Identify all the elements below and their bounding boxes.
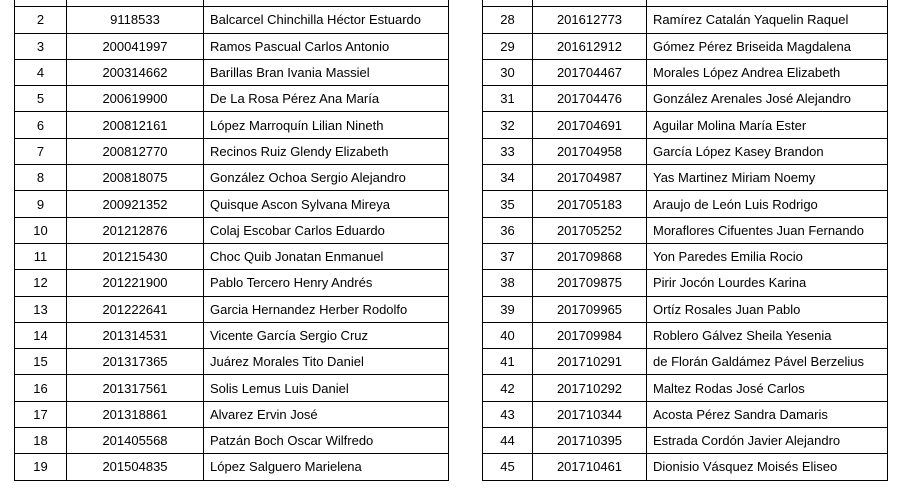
student-name-cell <box>204 0 449 7</box>
table-row <box>483 33 888 59</box>
row-number-cell: 14 <box>15 322 67 348</box>
table-row <box>483 7 888 33</box>
student-id-cell: 201709965 <box>533 296 647 322</box>
row-number-cell: 45 <box>483 454 533 480</box>
student-name-cell: Garcia Hernandez Herber Rodolfo <box>204 296 449 322</box>
row-number-cell: 35 <box>483 191 533 217</box>
table-row <box>15 401 449 427</box>
table-row <box>15 59 449 85</box>
student-name-cell: Moraflores Cifuentes Juan Fernando <box>647 217 888 243</box>
student-name-cell: Yon Paredes Emilia Rocio <box>647 243 888 269</box>
student-name-cell: López Salguero Marielena <box>204 454 449 480</box>
row-number-cell: 32 <box>483 112 533 138</box>
table-row <box>483 86 888 112</box>
student-name-cell: Morales López Andrea Elizabeth <box>647 59 888 85</box>
student-name-cell: Colaj Escobar Carlos Eduardo <box>204 217 449 243</box>
table-row <box>483 322 888 348</box>
row-number-cell: 30 <box>483 59 533 85</box>
row-number-cell <box>15 0 67 7</box>
student-name-cell: Recinos Ruiz Glendy Elizabeth <box>204 138 449 164</box>
table-row <box>15 270 449 296</box>
student-name-cell: Aguilar Molina María Ester <box>647 112 888 138</box>
table-row <box>15 243 449 269</box>
student-name-cell: Dionisio Vásquez Moisés Eliseo <box>647 454 888 480</box>
student-id-cell: 201212876 <box>67 217 204 243</box>
student-name-cell: Balcarcel Chinchilla Héctor Estuardo <box>204 7 449 33</box>
student-id-cell: 201704467 <box>533 59 647 85</box>
student-id-cell: 201704987 <box>533 165 647 191</box>
table-row <box>483 349 888 375</box>
student-name-cell <box>647 0 888 7</box>
student-id-cell: 201504835 <box>67 454 204 480</box>
student-name-cell: Alvarez Ervin José <box>204 401 449 427</box>
student-id-cell: 201405568 <box>67 428 204 454</box>
table-row <box>15 165 449 191</box>
student-name-cell: Ramos Pascual Carlos Antonio <box>204 33 449 59</box>
table-row <box>483 138 888 164</box>
table-row <box>483 191 888 217</box>
student-id-cell: 201222641 <box>67 296 204 322</box>
student-id-cell: 201705252 <box>533 217 647 243</box>
table-row <box>15 322 449 348</box>
row-number-cell: 43 <box>483 401 533 427</box>
row-number-cell: 15 <box>15 349 67 375</box>
table-row <box>15 86 449 112</box>
student-id-cell: 201317561 <box>67 375 204 401</box>
table-row <box>15 349 449 375</box>
row-number-cell: 10 <box>15 217 67 243</box>
table-row <box>483 428 888 454</box>
table-row <box>15 217 449 243</box>
student-id-cell: 200314662 <box>67 59 204 85</box>
row-number-cell: 39 <box>483 296 533 322</box>
row-number-cell: 34 <box>483 165 533 191</box>
row-number-cell: 41 <box>483 349 533 375</box>
row-number-cell: 3 <box>15 33 67 59</box>
student-table-left-body <box>15 0 449 480</box>
student-id-cell: 201709984 <box>533 322 647 348</box>
student-id-cell: 201221900 <box>67 270 204 296</box>
row-number-cell: 6 <box>15 112 67 138</box>
table-row <box>15 0 449 7</box>
student-id-cell: 201317365 <box>67 349 204 375</box>
student-id-cell: 201710461 <box>533 454 647 480</box>
row-number-cell: 19 <box>15 454 67 480</box>
table-row <box>483 270 888 296</box>
student-name-cell: Ortíz Rosales Juan Pablo <box>647 296 888 322</box>
student-id-cell: 201704691 <box>533 112 647 138</box>
row-number-cell: 13 <box>15 296 67 322</box>
student-id-cell: 201709868 <box>533 243 647 269</box>
table-row <box>483 0 888 7</box>
table-row <box>483 243 888 269</box>
row-number-cell: 33 <box>483 138 533 164</box>
student-table-right <box>482 0 888 481</box>
student-id-cell: 201704958 <box>533 138 647 164</box>
student-id-cell: 201709875 <box>533 270 647 296</box>
row-number-cell: 38 <box>483 270 533 296</box>
student-id-cell <box>533 0 647 7</box>
table-row <box>483 401 888 427</box>
row-number-cell: 7 <box>15 138 67 164</box>
student-id-cell: 201705183 <box>533 191 647 217</box>
student-name-cell: Quisque Ascon Sylvana Mireya <box>204 191 449 217</box>
student-id-cell: 201710291 <box>533 349 647 375</box>
student-table-left <box>14 0 449 481</box>
row-number-cell: 4 <box>15 59 67 85</box>
student-id-cell: 201710395 <box>533 428 647 454</box>
student-name-cell: Yas Martinez Miriam Noemy <box>647 165 888 191</box>
student-id-cell: 200812770 <box>67 138 204 164</box>
student-name-cell: Patzán Boch Oscar Wilfredo <box>204 428 449 454</box>
student-name-cell: Juárez Morales Tito Daniel <box>204 349 449 375</box>
student-id-cell: 201710344 <box>533 401 647 427</box>
table-row <box>15 191 449 217</box>
row-number-cell <box>483 0 533 7</box>
student-name-cell: Maltez Rodas José Carlos <box>647 375 888 401</box>
table-row <box>15 296 449 322</box>
student-table-right-body <box>483 0 888 480</box>
student-name-cell: De La Rosa Pérez Ana María <box>204 86 449 112</box>
student-id-cell: 201710292 <box>533 375 647 401</box>
student-name-cell: Araujo de León Luis Rodrigo <box>647 191 888 217</box>
table-row <box>483 165 888 191</box>
student-id-cell: 200041997 <box>67 33 204 59</box>
student-name-cell: Pirir Jocón Lourdes Karina <box>647 270 888 296</box>
table-row <box>483 217 888 243</box>
student-id-cell: 201215430 <box>67 243 204 269</box>
student-name-cell: de Florán Galdámez Pável Berzelius <box>647 349 888 375</box>
student-id-cell: 201612912 <box>533 33 647 59</box>
student-name-cell: Choc Quib Jonatan Enmanuel <box>204 243 449 269</box>
row-number-cell: 42 <box>483 375 533 401</box>
row-number-cell: 37 <box>483 243 533 269</box>
table-row <box>483 112 888 138</box>
student-id-cell: 200619900 <box>67 86 204 112</box>
table-row <box>15 454 449 480</box>
student-name-cell: Estrada Cordón Javier Alejandro <box>647 428 888 454</box>
row-number-cell: 44 <box>483 428 533 454</box>
table-row <box>483 375 888 401</box>
row-number-cell: 40 <box>483 322 533 348</box>
row-number-cell: 5 <box>15 86 67 112</box>
table-row <box>15 428 449 454</box>
student-id-cell: 201704476 <box>533 86 647 112</box>
student-name-cell: Roblero Gálvez Sheila Yesenia <box>647 322 888 348</box>
student-name-cell: Pablo Tercero Henry Andrés <box>204 270 449 296</box>
row-number-cell: 17 <box>15 401 67 427</box>
student-id-cell <box>67 0 204 7</box>
table-row <box>15 33 449 59</box>
table-row <box>483 296 888 322</box>
student-id-cell: 200921352 <box>67 191 204 217</box>
student-name-cell: Ramírez Catalán Yaquelin Raquel <box>647 7 888 33</box>
table-row <box>15 138 449 164</box>
student-name-cell: Gómez Pérez Briseida Magdalena <box>647 33 888 59</box>
table-row <box>483 59 888 85</box>
row-number-cell: 9 <box>15 191 67 217</box>
student-name-cell: González Ochoa Sergio Alejandro <box>204 165 449 191</box>
table-row <box>483 454 888 480</box>
row-number-cell: 28 <box>483 7 533 33</box>
row-number-cell: 36 <box>483 217 533 243</box>
table-row <box>15 7 449 33</box>
student-name-cell: Solis Lemus Luis Daniel <box>204 375 449 401</box>
table-row <box>15 112 449 138</box>
row-number-cell: 12 <box>15 270 67 296</box>
student-id-cell: 9118533 <box>67 7 204 33</box>
student-name-cell: González Arenales José Alejandro <box>647 86 888 112</box>
student-id-cell: 200812161 <box>67 112 204 138</box>
student-name-cell: Vicente García Sergio Cruz <box>204 322 449 348</box>
table-row <box>15 375 449 401</box>
row-number-cell: 8 <box>15 165 67 191</box>
student-id-cell: 200818075 <box>67 165 204 191</box>
student-id-cell: 201612773 <box>533 7 647 33</box>
row-number-cell: 2 <box>15 7 67 33</box>
row-number-cell: 16 <box>15 375 67 401</box>
row-number-cell: 11 <box>15 243 67 269</box>
student-name-cell: Barillas Bran Ivania Massiel <box>204 59 449 85</box>
row-number-cell: 31 <box>483 86 533 112</box>
student-name-cell: García López Kasey Brandon <box>647 138 888 164</box>
student-name-cell: López Marroquín Lilian Nineth <box>204 112 449 138</box>
student-id-cell: 201314531 <box>67 322 204 348</box>
student-id-cell: 201318861 <box>67 401 204 427</box>
student-name-cell: Acosta Pérez Sandra Damaris <box>647 401 888 427</box>
row-number-cell: 18 <box>15 428 67 454</box>
row-number-cell: 29 <box>483 33 533 59</box>
